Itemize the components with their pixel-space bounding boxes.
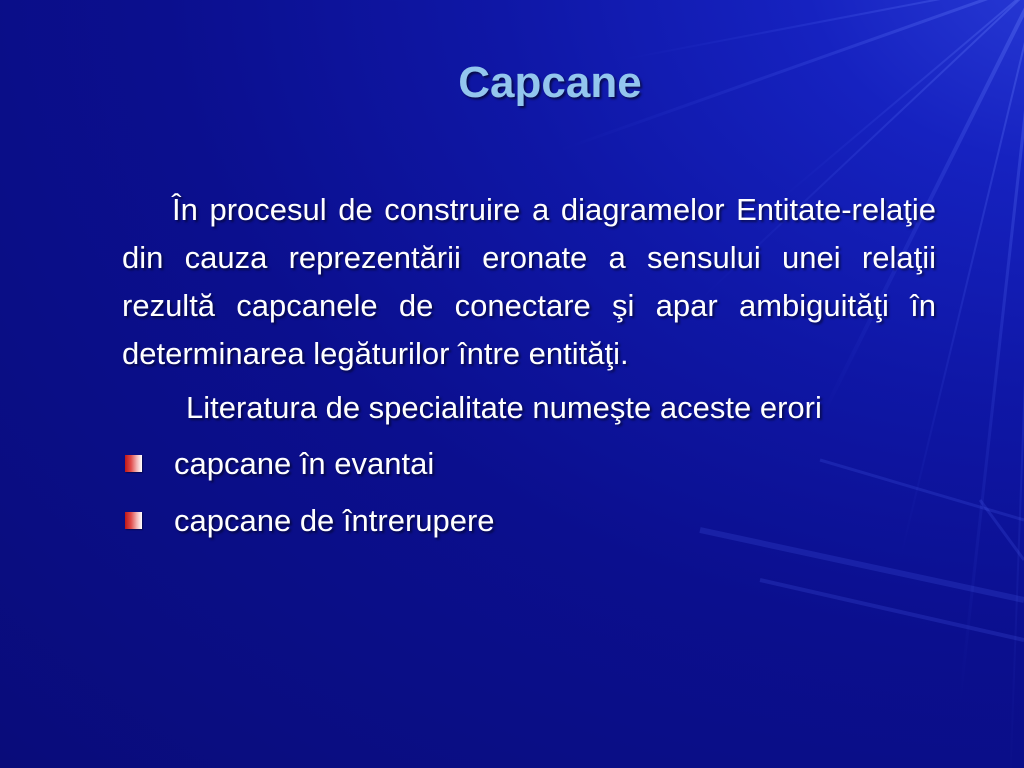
bullet-item-intrerupere xyxy=(122,497,936,545)
bullet-label: capcane de întrerupere xyxy=(174,503,495,538)
slide-title: Capcane xyxy=(458,58,642,107)
bullet-list xyxy=(122,440,936,545)
red-square-bullet-icon xyxy=(125,512,142,529)
slide-body xyxy=(122,186,936,554)
bullet-item-evantai xyxy=(122,440,936,488)
body-paragraph-1: În procesul de construire a diagramelor Entitate-relaţie din cauza reprezentării eronate a sensului unei relaţii rezultă capcanele de conectare şi apar ambiguităţi în determinarea legăturilor între entităţi. xyxy=(122,192,936,371)
red-square-bullet-icon xyxy=(125,455,142,472)
bullet-label: capcane în evantai xyxy=(174,446,435,481)
body-paragraph-2: Literatura de specialitate numeşte aceste erori xyxy=(186,390,822,425)
